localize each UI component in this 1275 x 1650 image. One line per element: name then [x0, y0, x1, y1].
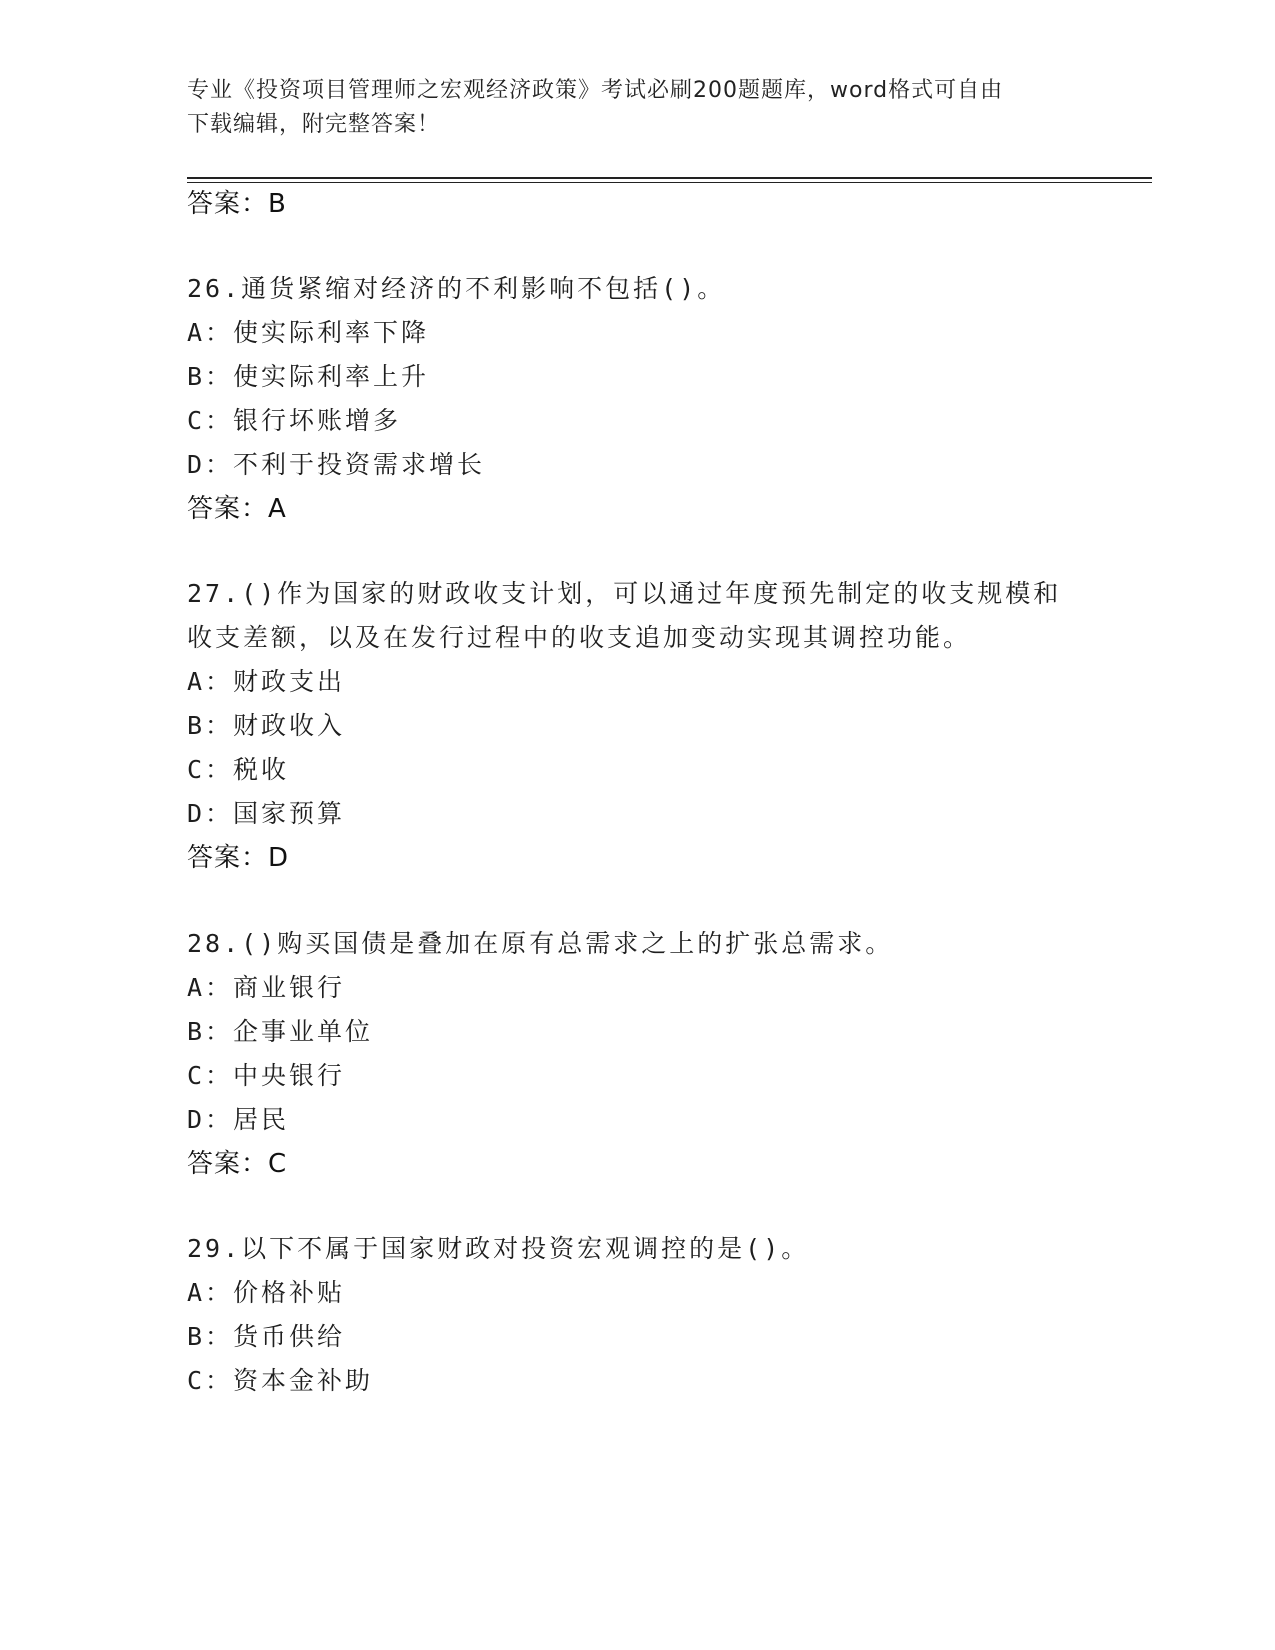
question-27-option-b: B：财政收入	[187, 711, 346, 740]
question-29-option-b: B：货币供给	[187, 1322, 346, 1351]
question-26-option-d: D：不利于投资需求增长	[187, 450, 486, 479]
question-28-option-d: D：居民	[187, 1105, 290, 1134]
header-rule-thin	[187, 182, 1152, 183]
question-28-option-c: C：中央银行	[187, 1061, 346, 1090]
answer-line-25: 答案：B	[187, 189, 287, 219]
question-26-stem: 26.通货紧缩对经济的不利影响不包括()。	[187, 274, 726, 303]
question-27-answer: 答案：D	[187, 843, 290, 873]
question-27-stem-line-1: 27.()作为国家的财政收支计划，可以通过年度预先制定的收支规模和	[187, 579, 1062, 608]
question-29-option-a: A：价格补贴	[187, 1278, 346, 1307]
question-29-option-c: C：资本金补助	[187, 1366, 374, 1395]
question-28-stem: 28.()购买国债是叠加在原有总需求之上的扩张总需求。	[187, 929, 894, 958]
question-28-option-a: A：商业银行	[187, 973, 346, 1002]
question-26-option-a: A：使实际利率下降	[187, 318, 430, 347]
header-line-1: 专业《投资项目管理师之宏观经济政策》考试必刷200题题库，word格式可自由	[187, 78, 1004, 103]
header-rule-thick	[187, 177, 1152, 179]
question-28-option-b: B：企事业单位	[187, 1017, 374, 1046]
question-26-answer: 答案：A	[187, 494, 287, 524]
question-27-option-a: A：财政支出	[187, 667, 346, 696]
question-26-option-b: B：使实际利率上升	[187, 362, 430, 391]
question-27-stem-line-2: 收支差额，以及在发行过程中的收支追加变动实现其调控功能。	[187, 623, 972, 652]
question-26-option-c: C：银行坏账增多	[187, 406, 402, 435]
question-27-option-d: D：国家预算	[187, 799, 346, 828]
question-29-stem: 29.以下不属于国家财政对投资宏观调控的是()。	[187, 1234, 810, 1263]
question-27-option-c: C：税收	[187, 755, 290, 784]
question-28-answer: 答案：C	[187, 1149, 288, 1179]
document-header	[187, 74, 1067, 142]
header-line-2: 下载编辑，附完整答案！	[187, 112, 441, 137]
